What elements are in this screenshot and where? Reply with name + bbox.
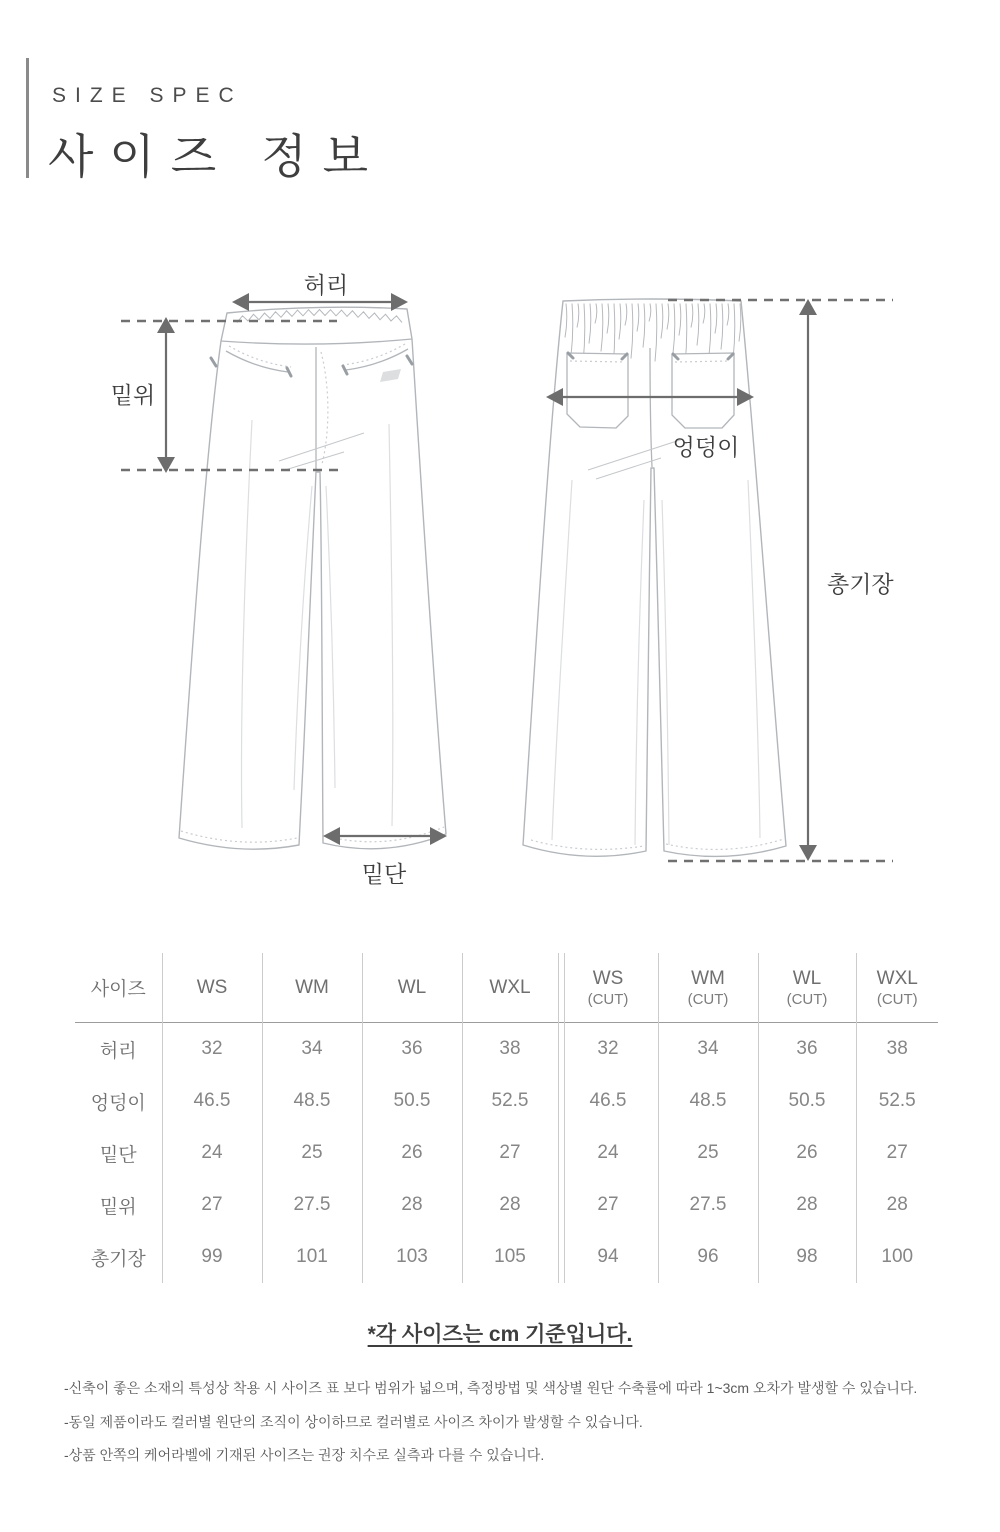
column-header-size: 사이즈 bbox=[90, 979, 146, 1000]
table-cell: 50.5 bbox=[758, 1075, 856, 1127]
table-cell: 34 bbox=[262, 1023, 362, 1076]
waist-label: 허리 bbox=[303, 272, 349, 298]
column-header: WL (CUT) bbox=[758, 953, 856, 1023]
disclaimer-list bbox=[64, 1372, 974, 1473]
table-cell: 46.5 bbox=[162, 1075, 262, 1127]
table-cell: 94 bbox=[558, 1231, 658, 1283]
hip-label: 엉덩이 bbox=[672, 434, 740, 460]
table-cell: 48.5 bbox=[658, 1075, 758, 1127]
total-length-label: 총기장 bbox=[827, 571, 894, 597]
column-header: WXL (CUT) bbox=[856, 953, 938, 1023]
size-table-header bbox=[75, 953, 938, 1023]
table-cell: 96 bbox=[658, 1231, 758, 1283]
table-cell: 36 bbox=[362, 1023, 462, 1076]
cm-unit-note: *각 사이즈는 cm 기준입니다. bbox=[367, 1323, 633, 1346]
table-cell: 52.5 bbox=[462, 1075, 558, 1127]
table-cell: 101 bbox=[262, 1231, 362, 1283]
row-label: 허리 bbox=[99, 1040, 137, 1062]
table-cell: 99 bbox=[162, 1231, 262, 1283]
row-label: 총기장 bbox=[90, 1248, 146, 1270]
table-cell: 100 bbox=[856, 1231, 938, 1283]
size-table bbox=[75, 953, 938, 1283]
table-cell: 28 bbox=[462, 1179, 558, 1231]
table-cell: 27.5 bbox=[658, 1179, 758, 1231]
column-header: WS bbox=[162, 953, 262, 1023]
table-cell: 27 bbox=[162, 1179, 262, 1231]
table-cell: 28 bbox=[856, 1179, 938, 1231]
disclaimer-item: -신축이 좋은 소재의 특성상 착용 시 사이즈 표 보다 범위가 넓으며, 측정방법 및 색상별 원단 수축률에 따라 1~3cm 오차가 발생할 수 있습니다. bbox=[64, 1380, 918, 1396]
section-eyebrow: SIZE SPEC bbox=[52, 84, 243, 107]
table-cell: 27 bbox=[856, 1127, 938, 1179]
double-divider bbox=[564, 953, 565, 1283]
column-header: WS (CUT) bbox=[558, 953, 658, 1023]
hem-label: 밑단 bbox=[361, 861, 407, 887]
table-cell: 25 bbox=[262, 1127, 362, 1179]
table-cell: 27 bbox=[462, 1127, 558, 1179]
table-cell: 26 bbox=[362, 1127, 462, 1179]
table-cell: 46.5 bbox=[558, 1075, 658, 1127]
column-header: WXL bbox=[462, 953, 558, 1023]
table-cell: 26 bbox=[758, 1127, 856, 1179]
table-cell: 27.5 bbox=[262, 1179, 362, 1231]
table-cell: 48.5 bbox=[262, 1075, 362, 1127]
table-cell: 52.5 bbox=[856, 1075, 938, 1127]
table-cell: 25 bbox=[658, 1127, 758, 1179]
row-label: 엉덩이 bbox=[90, 1092, 146, 1114]
table-cell: 98 bbox=[758, 1231, 856, 1283]
table-cell: 50.5 bbox=[362, 1075, 462, 1127]
table-cell: 27 bbox=[558, 1179, 658, 1231]
back-pants-drawing bbox=[523, 299, 786, 856]
table-cell: 24 bbox=[162, 1127, 262, 1179]
table-cell: 38 bbox=[856, 1023, 938, 1076]
table-row bbox=[75, 1179, 938, 1231]
table-cell: 28 bbox=[362, 1179, 462, 1231]
disclaimer-item: -동일 제품이라도 컬러별 원단의 조직이 상이하므로 컬러별로 사이즈 차이가 발생할 수 있습니다. bbox=[64, 1413, 643, 1430]
column-header: WM bbox=[262, 953, 362, 1023]
row-label: 밑위 bbox=[99, 1196, 137, 1218]
table-row bbox=[75, 1075, 938, 1127]
column-header: WL bbox=[362, 953, 462, 1023]
table-row bbox=[75, 1231, 938, 1283]
table-cell: 36 bbox=[758, 1023, 856, 1076]
disclaimer-item: -상품 안쪽의 케어라벨에 기재된 사이즈는 권장 치수로 실측과 다를 수 있습니다. bbox=[64, 1447, 545, 1463]
table-cell: 24 bbox=[558, 1127, 658, 1179]
row-label: 밑단 bbox=[99, 1144, 137, 1166]
rise-label: 밑위 bbox=[110, 382, 156, 408]
size-table-body bbox=[75, 1023, 938, 1284]
table-cell: 32 bbox=[162, 1023, 262, 1076]
table-row bbox=[75, 1023, 938, 1076]
front-pants-drawing bbox=[179, 307, 446, 849]
table-cell: 32 bbox=[558, 1023, 658, 1076]
table-cell: 28 bbox=[758, 1179, 856, 1231]
table-cell: 103 bbox=[362, 1231, 462, 1283]
column-header: WM (CUT) bbox=[658, 953, 758, 1023]
table-cell: 105 bbox=[462, 1231, 558, 1283]
table-row bbox=[75, 1127, 938, 1179]
table-cell: 34 bbox=[658, 1023, 758, 1076]
page-title: 사이즈 정보 bbox=[48, 130, 385, 183]
table-cell: 38 bbox=[462, 1023, 558, 1076]
